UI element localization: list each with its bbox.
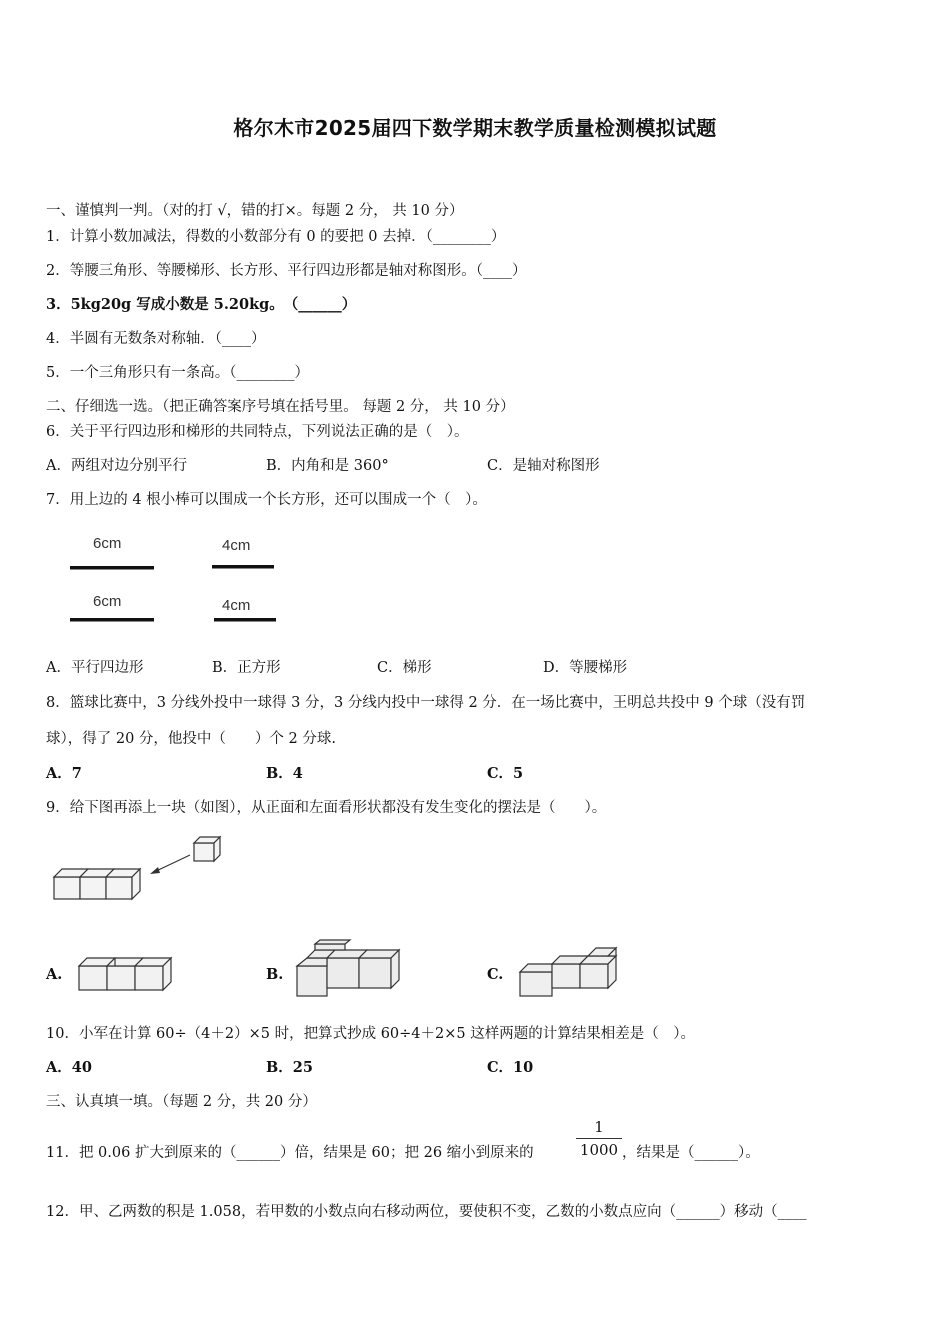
stick-label-3: 6cm: [93, 593, 122, 610]
q9-main-figure: [50, 835, 240, 905]
question-1: 1．计算小数加减法，得数的小数部分有 0 的要把 0 去掉．（________）: [46, 229, 506, 245]
stick-label-4: 4cm: [222, 597, 251, 614]
q7-option-b: B．正方形: [212, 660, 281, 676]
question-11-part1: 11．把 0.06 扩大到原来的（______）倍，结果是 60；把 26 缩小到原来的: [46, 1145, 534, 1161]
q9-option-b-label: B.: [266, 966, 284, 983]
question-5: 5．一个三角形只有一条高。（________）: [46, 365, 309, 381]
fraction-bar: [576, 1138, 622, 1139]
q6-option-a: A．两组对边分别平行: [46, 458, 187, 474]
stick-1: [70, 566, 154, 570]
q10-option-a: A．40: [46, 1059, 92, 1076]
fraction-denominator: 1000: [579, 1141, 619, 1159]
section2-heading: 二、仔细选一选。（把正确答案序号填在括号里。 每题 2 分， 共 10 分）: [46, 399, 515, 415]
q8-option-b: B．4: [266, 765, 303, 782]
stick-4: [214, 618, 276, 622]
q7-option-c: C．梯形: [377, 660, 432, 676]
q7-sticks-figure: [60, 528, 290, 638]
cube-front: [54, 877, 80, 899]
question-9: 9．给下图再添上一块（如图），从正面和左面看形状都没有发生变化的摆法是（ ）。: [46, 800, 607, 816]
q9-option-a-figure: [76, 948, 186, 998]
q9-option-c-label: C.: [487, 966, 504, 983]
stick-label-1: 6cm: [93, 535, 122, 552]
q7-option-d: D．等腰梯形: [543, 660, 628, 676]
question-7: 7．用上边的 4 根小棒可以围成一个长方形，还可以围成一个（ ）。: [46, 492, 487, 508]
q10-option-b: B．25: [266, 1059, 313, 1076]
q7-option-a: A．平行四边形: [46, 660, 144, 676]
q6-option-c: C．是轴对称图形: [487, 458, 600, 474]
section1-heading: 一、谨慎判一判。（对的打 √，错的打×。每题 2 分， 共 10 分）: [46, 203, 464, 219]
stick-2: [212, 565, 274, 569]
stick-label-2: 4cm: [222, 537, 251, 554]
q11-fraction: [576, 1118, 622, 1159]
question-12: 12．甲、乙两数的积是 1.058，若甲数的小数点向右移动两位，要使积不变，乙数的小数点应向（______）移动（____: [46, 1204, 807, 1220]
question-8-line2: 球），得了 20 分，他投中（ ）个 2 分球.: [46, 731, 336, 747]
question-8-line1: 8．篮球比赛中，3 分线外投中一球得 3 分，3 分线内投中一球得 2 分．在一场比赛中，王明总共投中 9 个球（没有罚: [46, 695, 806, 711]
q8-option-a: A．7: [46, 765, 82, 782]
q9-option-b-figure: [294, 940, 409, 1000]
fraction-numerator: 1: [594, 1118, 604, 1136]
question-2: 2．等腰三角形、等腰梯形、长方形、平行四边形都是轴对称图形。（____）: [46, 263, 527, 279]
q8-option-c: C．5: [487, 765, 524, 782]
question-10: 10．小军在计算 60÷（4＋2）×5 时，把算式抄成 60÷4＋2×5 这样两题的计算结果相差是（ ）。: [46, 1026, 695, 1042]
question-11-part2: ，结果是（______）。: [622, 1145, 760, 1161]
q9-option-c-figure: [516, 944, 631, 999]
q9-option-a-label: A.: [46, 966, 63, 983]
question-6: 6．关于平行四边形和梯形的共同特点，下列说法正确的是（ ）。: [46, 424, 469, 440]
question-3: 3．5kg20g 写成小数是 5.20kg。 （______）: [46, 296, 357, 313]
page-title: 格尔木市2025届四下数学期末教学质量检测模拟试题: [233, 116, 717, 140]
question-4: 4．半圆有无数条对称轴．（____）: [46, 331, 266, 347]
stick-3: [70, 618, 154, 622]
q6-option-b: B．内角和是 360°: [266, 458, 389, 474]
section3-heading: 三、认真填一填。（每题 2 分，共 20 分）: [46, 1094, 317, 1110]
q10-option-c: C．10: [487, 1059, 534, 1076]
